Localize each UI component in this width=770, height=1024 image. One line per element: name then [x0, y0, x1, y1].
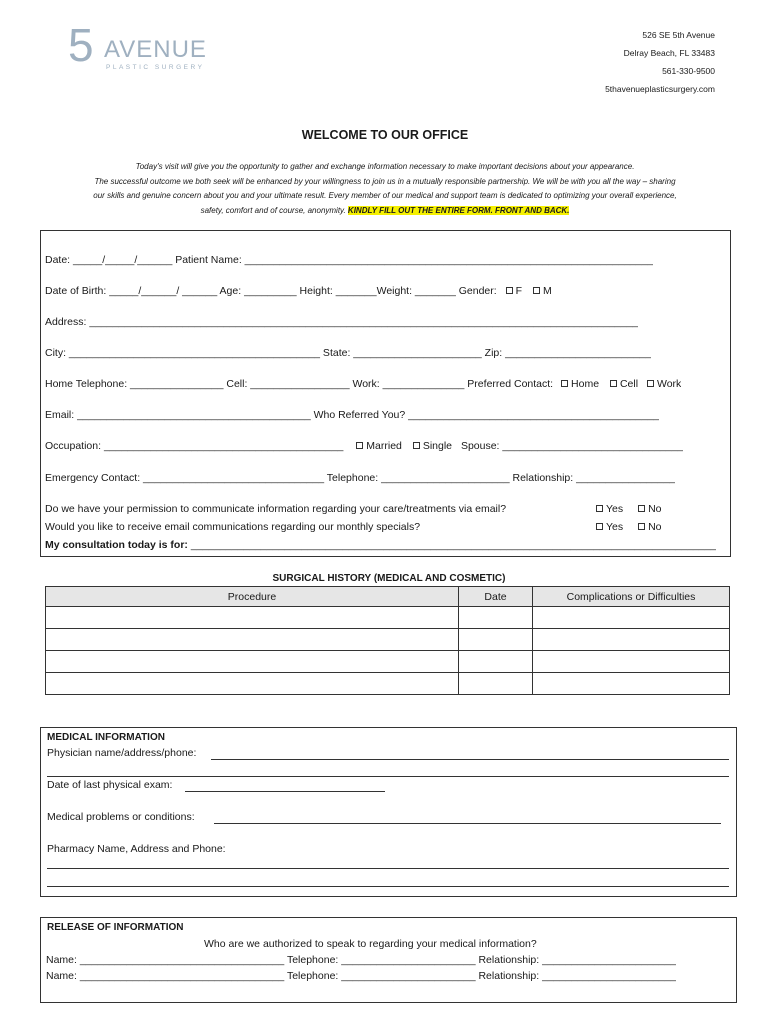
spouse-field[interactable]: Spouse: _______________________________	[460, 440, 684, 452]
exam-field[interactable]	[185, 791, 385, 792]
gender-m-checkbox[interactable]	[533, 287, 540, 294]
contact-home-checkbox[interactable]	[561, 380, 568, 387]
consultation-label: My consultation today is for:	[45, 539, 188, 551]
authorized-contact-row[interactable]: Name: ___________________________________ Telephone: _______________________ Relationship: _______________________	[46, 954, 677, 966]
dob-fields[interactable]: Date of Birth: _____/______/ ______ Age: _________ Height: _______Weight: _______ Gender:	[45, 285, 497, 297]
fill-form-notice: KINDLY FILL OUT THE ENTIRE FORM. FRONT AND BACK.	[347, 205, 570, 215]
intro-line: our skills and genuine concern about you and your ultimate result. Every member of our medical and support team is dedicated to optimizing your overall experience,	[93, 191, 677, 200]
email-row[interactable]: Email: ________________________________________ Who Referred You? ___________________________________________	[45, 409, 660, 421]
contact-home-label: Home	[571, 378, 600, 390]
problems-field[interactable]	[214, 823, 721, 824]
address-city: Delray Beach, FL 33483	[623, 48, 715, 58]
page-title: WELCOME TO OUR OFFICE	[301, 128, 469, 142]
table-header-row	[46, 587, 730, 607]
married-label: Married	[366, 440, 402, 452]
gender-f-label: F	[515, 285, 523, 297]
logo-tagline: PLASTIC SURGERY	[106, 64, 205, 71]
intro-text	[40, 160, 730, 218]
email-permission-question: Do we have your permission to communicate information regarding your care/treatments via email?	[45, 503, 507, 515]
address-row[interactable]: Address: ______________________________________________________________________________________________	[45, 316, 639, 328]
email-permission-no-checkbox[interactable]	[638, 505, 645, 512]
physician-field[interactable]	[211, 759, 729, 760]
no-label: No	[648, 521, 662, 533]
yes-label: Yes	[606, 503, 624, 515]
table-row[interactable]	[46, 607, 730, 629]
emergency-row[interactable]: Emergency Contact: _______________________________ Telephone: ______________________ Relationship: _________________	[45, 472, 676, 484]
phone-row[interactable]	[45, 378, 681, 390]
logo-name: AVENUE	[104, 36, 207, 63]
contact-cell-label: Cell	[619, 378, 639, 390]
no-label: No	[648, 503, 662, 515]
complications-header: Complications or Difficulties	[533, 587, 730, 607]
intro-line: The successful outcome we both seek will be enhanced by your willingness to join us in a mutually responsible partnership. We will be with you all the way – sharing	[94, 176, 676, 186]
date-header: Date	[459, 587, 533, 607]
yes-label: Yes	[606, 521, 624, 533]
exam-label: Date of last physical exam:	[47, 779, 173, 791]
practice-logo	[68, 19, 218, 76]
authorized-contact-row[interactable]: Name: ___________________________________ Telephone: _______________________ Relationship: _______________________	[46, 970, 677, 982]
specials-options[interactable]	[596, 521, 662, 533]
pharmacy-field-2[interactable]	[47, 886, 729, 887]
gender-f-checkbox[interactable]	[506, 287, 513, 294]
problems-label: Medical problems or conditions:	[47, 811, 195, 823]
specials-yes-checkbox[interactable]	[596, 523, 603, 530]
pharmacy-label: Pharmacy Name, Address and Phone:	[47, 843, 226, 855]
surgical-history-title: SURGICAL HISTORY (MEDICAL AND COSMETIC)	[272, 573, 506, 584]
release-question: Who are we authorized to speak to regarding your medical information?	[204, 938, 537, 950]
address-web: 5thavenueplasticsurgery.com	[605, 84, 715, 94]
single-label: Single	[422, 440, 453, 452]
medical-info-title: MEDICAL INFORMATION	[47, 732, 165, 743]
physician-field-2[interactable]	[47, 776, 729, 777]
occupation-row[interactable]	[45, 440, 683, 452]
date-name-row[interactable]: Date: _____/_____/______ Patient Name: ______________________________________________________________________	[45, 254, 654, 266]
physician-label: Physician name/address/phone:	[47, 747, 197, 759]
consultation-field[interactable]: __________________________________________________________________________________________	[187, 539, 717, 551]
specials-no-checkbox[interactable]	[638, 523, 645, 530]
contact-cell-checkbox[interactable]	[610, 380, 617, 387]
practice-address	[605, 26, 715, 98]
procedure-header: Procedure	[46, 587, 459, 607]
address-street: 526 SE 5th Avenue	[642, 30, 715, 40]
logo-number: 5	[68, 19, 94, 71]
contact-work-checkbox[interactable]	[647, 380, 654, 387]
contact-work-label: Work	[656, 378, 682, 390]
table-row[interactable]	[46, 629, 730, 651]
table-row[interactable]	[46, 651, 730, 673]
intro-line	[40, 204, 730, 219]
intro-line: Today's visit will give you the opportunity to gather and exchange information necessary to make important decisions about your appearance.	[135, 162, 635, 171]
gender-m-label: M	[542, 285, 552, 297]
single-checkbox[interactable]	[413, 442, 420, 449]
table-row[interactable]	[46, 673, 730, 695]
email-permission-options[interactable]	[596, 503, 662, 515]
consultation-row[interactable]	[45, 539, 716, 551]
dob-row[interactable]	[45, 285, 552, 297]
pharmacy-field[interactable]	[47, 868, 729, 869]
surgical-history-table	[45, 586, 730, 695]
phone-fields[interactable]: Home Telephone: ________________ Cell: _________________ Work: ______________ Preferred Contact:	[45, 378, 554, 390]
specials-question: Would you like to receive email communications regarding our monthly specials?	[45, 521, 421, 533]
intro-line-end: safety, comfort and of course, anonymity.	[200, 205, 346, 215]
occupation-field[interactable]: Occupation: _________________________________________	[45, 440, 344, 452]
married-checkbox[interactable]	[356, 442, 363, 449]
city-row[interactable]: City: ___________________________________________ State: ______________________ Zip: _________________________	[45, 347, 652, 359]
email-permission-yes-checkbox[interactable]	[596, 505, 603, 512]
release-info-title: RELEASE OF INFORMATION	[47, 922, 184, 933]
address-phone: 561-330-9500	[662, 66, 715, 76]
